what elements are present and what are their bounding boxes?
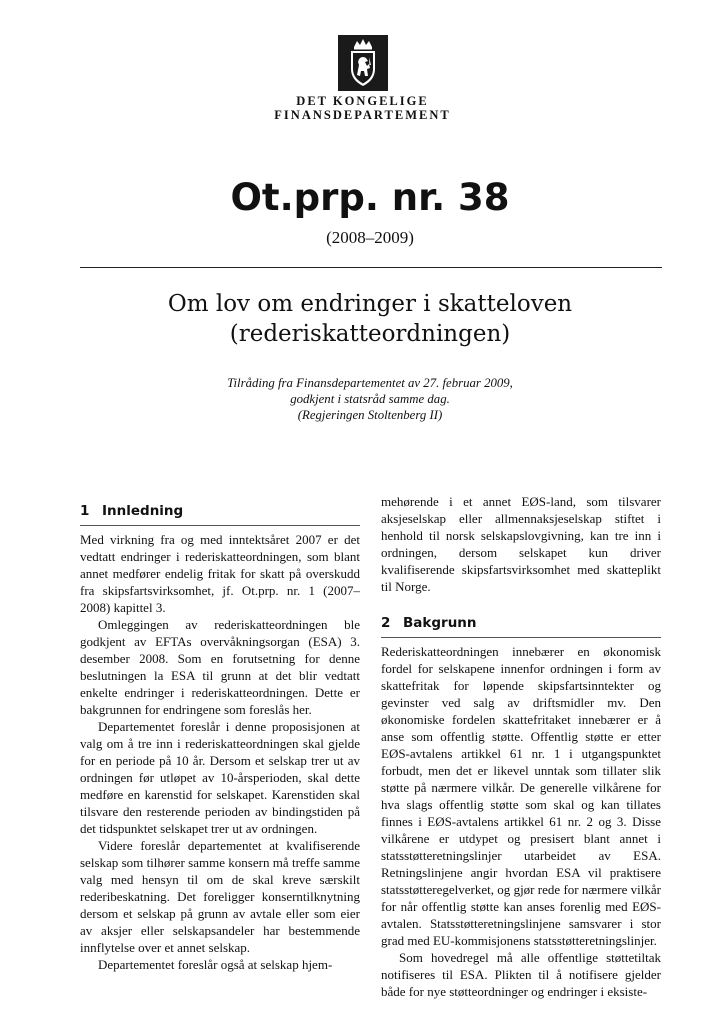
- ministry-name-line-1: DET KONGELIGE: [296, 94, 429, 108]
- section-heading-bakgrunn: [381, 613, 661, 638]
- paragraph: Med virkning fra og med inntektsåret 2007 er det vedtatt endringer i rederiskatteordningen, som blant annet medfører endelig fritak for skatt på overskudd fra skipsfartsvirksomhet, jf. Ot.prp. nr. 1 (2007–2008) kapittel 3.: [80, 532, 360, 615]
- approval-line: godkjent i statsråd samme dag.: [290, 392, 450, 406]
- title-divider: [80, 267, 662, 268]
- section-title: Bakgrunn: [403, 615, 477, 631]
- recommendation-line: Tilråding fra Finansdepartementet av 27. februar 2009,: [227, 376, 513, 390]
- coat-of-arms-icon: [338, 35, 388, 91]
- ministry-name-line-2: FINANSDEPARTEMENT: [274, 108, 451, 122]
- right-column: [381, 493, 661, 1000]
- document-title-line-1: Om lov om endringer i skatteloven: [167, 291, 573, 317]
- paragraph: Departementet foreslår i denne proposisjonen at valg om å tre inn i rederiskatteordningen skal gjelde for en periode på 10 år. Dersom et selskap trer ut av ordningen før utløpet av 10-årsperioden, skal dette medføre en karenstid for selskapet. Karenstiden skal tilsvare den resterende perioden av bindingstiden på det tidspunktet selskapet trer ut av ordningen.: [80, 719, 360, 836]
- section-title: Innledning: [102, 503, 184, 519]
- session-years: (2008–2009): [326, 228, 414, 247]
- paragraph: Departementet foreslår også at selskap hjem-: [98, 957, 333, 972]
- section-number: 2: [381, 615, 391, 631]
- document-title-line-2: (rederiskatteordningen): [229, 321, 511, 347]
- paragraph: Omleggingen av rederiskatteordningen ble godkjent av EFTAs overvåkningsorgan (ESA) 3. desember 2008. Som en forutsetning for denne beslutningen la ESA til grunn at det blir vedtatt enkelte endringer i rederiskatteordningen. Dette er bakgrunnen for endringene som foreslås her.: [80, 617, 360, 717]
- section-number: 1: [80, 503, 90, 519]
- document-number: Ot.prp. nr. 38: [230, 176, 510, 219]
- paragraph: Rederiskatteordningen innebærer en økonomisk fordel for selskapene innenfor ordningen i form av skattefritak for løpende skipsfartsinntekter og gevinster ved salg av driftsmidler mv. Den økonomiske fordelen skattefritaket innebærer er å anse som offentlig støtte. Offentlig støtte er etter EØS-avtalens artikkel 61 nr. 1 i utgangspunktet forbudt, men det er likevel unntak som tillater slik støtte på nærmere vilkår. De generelle vilkårene for hva slags offentlig støtte som skal og kan tillates finnes i EØS-avtalens artikkel 61 nr. 2 og 3. Disse vilkårene er utdypet og presisert blant annet i statsstøtteretningslinjer utarbeidet av ESA. Retningslinjene angir hvordan ESA vil praktisere statsstøtteregelverket, og gjør rede for nærmere vilkår for når offentlig støtte kan anses forenlig med EØS-avtalen. Statsstøtteretningslinjene samsvarer i stor grad med EU-kommisjonens statsstøtteretningslinjer.: [381, 644, 661, 948]
- paragraph: Videre foreslår departementet at kvalifiserende selskap som tilhører samme konsern må treffe samme valg med hensyn til om de skal kreve særskilt rederibeskatning. Det foreligger konserntilknytning dersom et selskap på grunn av avtale eller som eier av aksjer eller selskapsandeler har bestemmende innflytelse over et annet selskap.: [80, 838, 360, 955]
- paragraph-continued: mehørende i et annet EØS-land, som tilsvarer aksjeselskap eller allmennaksjeselskap stiftet i henhold til norsk selskapslovgivning, kan tre inn i ordningen, dersom selskapet kun driver kvalifiserende skipsfartsvirksomhet med skatteplikt til Norge.: [381, 494, 661, 594]
- section-heading-innledning: [80, 501, 360, 526]
- left-column: [80, 501, 360, 973]
- paragraph: Som hovedregel må alle offentlige støttetiltak notifiseres til ESA. Plikten til å notifisere gjelder både for nye støtteordninger og endringer i eksiste-: [381, 950, 661, 999]
- government-line: (Regjeringen Stoltenberg II): [297, 408, 443, 422]
